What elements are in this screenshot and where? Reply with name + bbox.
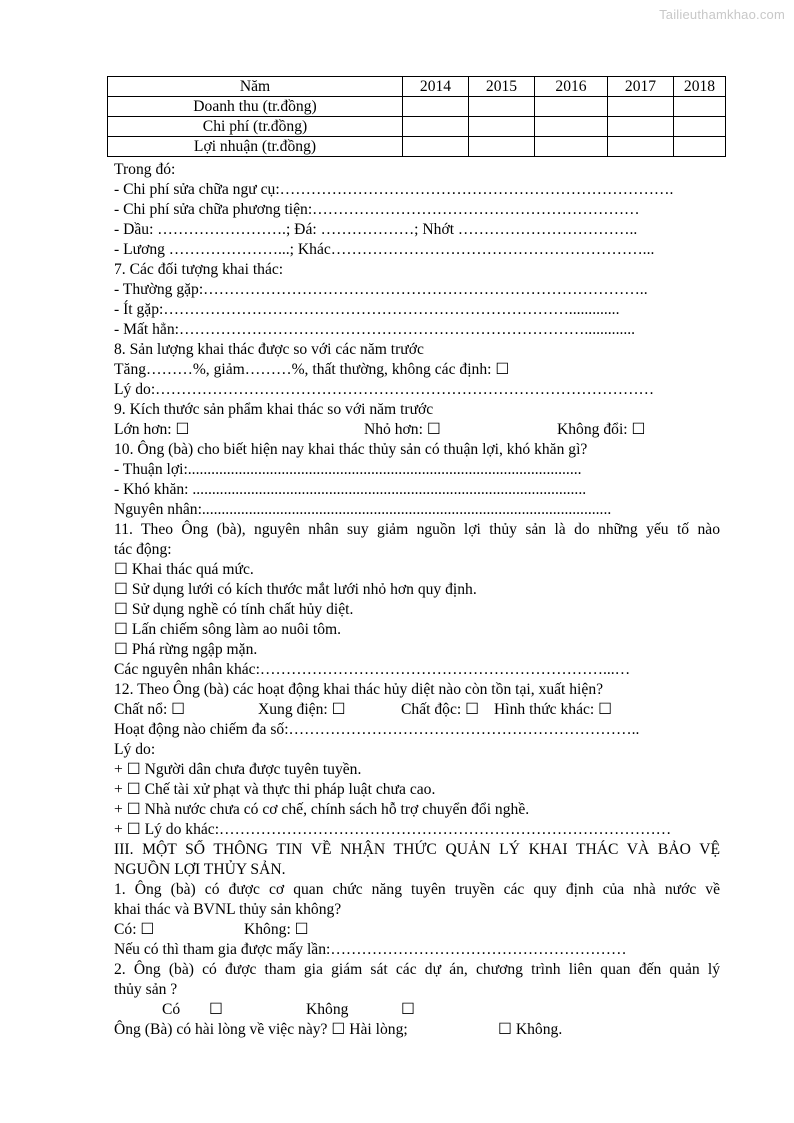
table-cell[interactable] (535, 97, 608, 117)
option-row (114, 1020, 720, 1040)
text-line: - Chi phí sửa chữa ngư cụ:…………………………………………………………………. (114, 181, 674, 198)
option-no-checkbox[interactable]: ☐ (401, 1001, 415, 1018)
text-line: Nguyên nhân:......................................................................................................... (114, 501, 612, 518)
question-heading: 1. Ông (bà) có được cơ quan chức năng tuyên truyền các quy định của nhà nước về (114, 881, 720, 898)
table-row (108, 97, 726, 117)
question-heading: 10. Ông (bà) cho biết hiện nay khai thác thủy sản có thuận lợi, khó khăn gì? (114, 441, 588, 458)
checkbox-option[interactable]: + ☐ Chế tài xử phạt và thực thi pháp luật chưa cao. (114, 781, 436, 798)
question-heading: 12. Theo Ông (bà) các hoạt động khai thác hủy diệt nào còn tồn tại, xuất hiện? (114, 681, 604, 698)
question-heading: khai thác và BVNL thủy sản không? (114, 901, 342, 918)
option-smaller[interactable]: Nhỏ hơn: ☐ (364, 421, 441, 438)
checkbox-option[interactable]: + ☐ Lý do khác:…………………………………………………………………………… (114, 821, 672, 838)
table-row-label: Lợi nhuận (tr.đồng) (108, 137, 403, 157)
option-row (114, 700, 720, 720)
text-line: - Thường gặp:………………………………………………………………………….. (114, 281, 648, 298)
section-heading: NGUỒN LỢI THỦY SẢN. (114, 861, 286, 878)
table-header-cell: 2016 (535, 77, 608, 97)
section-heading: III. MỘT SỐ THÔNG TIN VỀ NHẬN THỨC QUẢN LÝ KHAI THÁC VÀ BẢO VỆ (114, 841, 720, 858)
text-line: Lý do: (114, 741, 156, 758)
option-explosives[interactable]: Chất nổ: ☐ (114, 701, 186, 718)
question-heading: tác động: (114, 541, 172, 558)
question-heading: 2. Ông (bà) có được tham gia giám sát các dự án, chương trình liên quan đến quản lý (114, 961, 720, 978)
table-row (108, 117, 726, 137)
checkbox-option[interactable]: + ☐ Nhà nước chưa có cơ chế, chính sách hỗ trợ chuyển đổi nghề. (114, 801, 530, 818)
option-yes[interactable]: Có: ☐ (114, 921, 155, 938)
text-line: - Chi phí sửa chữa phương tiện:……………………………………………………… (114, 201, 640, 218)
checkbox-option[interactable]: ☐ Sử dụng nghề có tính chất hủy diệt. (114, 601, 354, 618)
table-header-cell: 2014 (403, 77, 469, 97)
checkbox-option[interactable]: ☐ Phá rừng ngập mặn. (114, 641, 258, 658)
table-cell[interactable] (674, 117, 726, 137)
option-yes-checkbox[interactable]: ☐ (209, 1001, 223, 1018)
satisfied-option[interactable]: Ông (Bà) có hài lòng về việc này? ☐ Hài lòng; (114, 1021, 408, 1038)
table-header-cell: 2018 (674, 77, 726, 97)
text-line: Hoạt động nào chiếm đa số:………………………………………………………….. (114, 721, 640, 738)
table-row (108, 137, 726, 157)
option-unchanged[interactable]: Không đổi: ☐ (557, 421, 646, 438)
checkbox-option[interactable]: ☐ Khai thác quá mức. (114, 561, 254, 578)
table-cell[interactable] (469, 97, 535, 117)
table-cell[interactable] (608, 117, 674, 137)
table-header-row (108, 77, 726, 97)
checkbox-option[interactable]: ☐ Sử dụng lưới có kích thước mắt lưới nhỏ hơn quy định. (114, 581, 477, 598)
option-poison[interactable]: Chất độc: ☐ (401, 701, 480, 718)
text-line: - Mất hẳn:……………………………………………………………………............. (114, 321, 636, 338)
checkbox-option[interactable]: ☐ Lấn chiếm sông làm ao nuôi tôm. (114, 621, 342, 638)
option-larger[interactable]: Lớn hơn: ☐ (114, 421, 190, 438)
question-heading: 9. Kích thước sản phẩm khai thác so với năm trước (114, 401, 434, 418)
option-no[interactable]: Không: ☐ (244, 921, 309, 938)
question-heading: thủy sản ? (114, 981, 178, 998)
text-line: - Lương …………………...; Khác……………………………………………………... (114, 241, 655, 258)
text-line: Các nguyên nhân khác:…………………………………………………………...… (114, 661, 631, 678)
table-cell[interactable] (674, 137, 726, 157)
table-cell[interactable] (403, 137, 469, 157)
option-electric[interactable]: Xung điện: ☐ (258, 701, 346, 718)
table-cell[interactable] (469, 117, 535, 137)
checkbox-option[interactable]: + ☐ Người dân chưa được tuyên tuyền. (114, 761, 362, 778)
table-cell[interactable] (608, 137, 674, 157)
option-row (114, 420, 720, 440)
watermark: Tailieuthamkhao.com (659, 7, 785, 22)
option-no-label: Không (306, 1001, 349, 1018)
question-heading: 8. Sản lượng khai thác được so với các năm trước (114, 341, 424, 358)
question-heading: 7. Các đối tượng khai thác: (114, 261, 284, 278)
option-row (114, 1000, 720, 1020)
option-row (114, 920, 720, 940)
question-heading: 11. Theo Ông (bà), nguyên nhân suy giảm nguồn lợi thủy sản là do những yếu tố nào (114, 521, 720, 538)
table-row-label: Doanh thu (tr.đồng) (108, 97, 403, 117)
table-cell[interactable] (535, 117, 608, 137)
table-cell[interactable] (403, 117, 469, 137)
not-satisfied-option[interactable]: ☐ Không. (498, 1021, 563, 1038)
text-line: Tăng………%, giảm………%, thất thường, không các định: ☐ (114, 361, 510, 378)
questionnaire-body (114, 160, 720, 1040)
table-header-cell: 2015 (469, 77, 535, 97)
table-cell[interactable] (674, 97, 726, 117)
text-line: - Dầu: …………………….; Đá: ………………; Nhớt …………………………….. (114, 221, 638, 238)
table-cell[interactable] (608, 97, 674, 117)
revenue-table (107, 76, 726, 157)
table-cell[interactable] (403, 97, 469, 117)
table-header-cell: Năm (108, 77, 403, 97)
text-line: - Khó khăn: ..................................................................................................... (114, 481, 587, 498)
text-line: Trong đó: (114, 161, 176, 178)
text-line: Nếu có thì tham gia được mấy lần:………………………………………………… (114, 941, 627, 958)
text-line: - Ít gặp:……………………………………………………………………............. (114, 301, 620, 318)
table-row-label: Chi phí (tr.đồng) (108, 117, 403, 137)
table-header-cell: 2017 (608, 77, 674, 97)
table-cell[interactable] (469, 137, 535, 157)
option-yes-label: Có (162, 1001, 181, 1018)
text-line: Lý do:…………………………………………………………………………………… (114, 381, 655, 398)
text-line: - Thuận lợi:..................................................................................................... (114, 461, 582, 478)
table-cell[interactable] (535, 137, 608, 157)
option-other[interactable]: Hình thức khác: ☐ (494, 701, 613, 718)
